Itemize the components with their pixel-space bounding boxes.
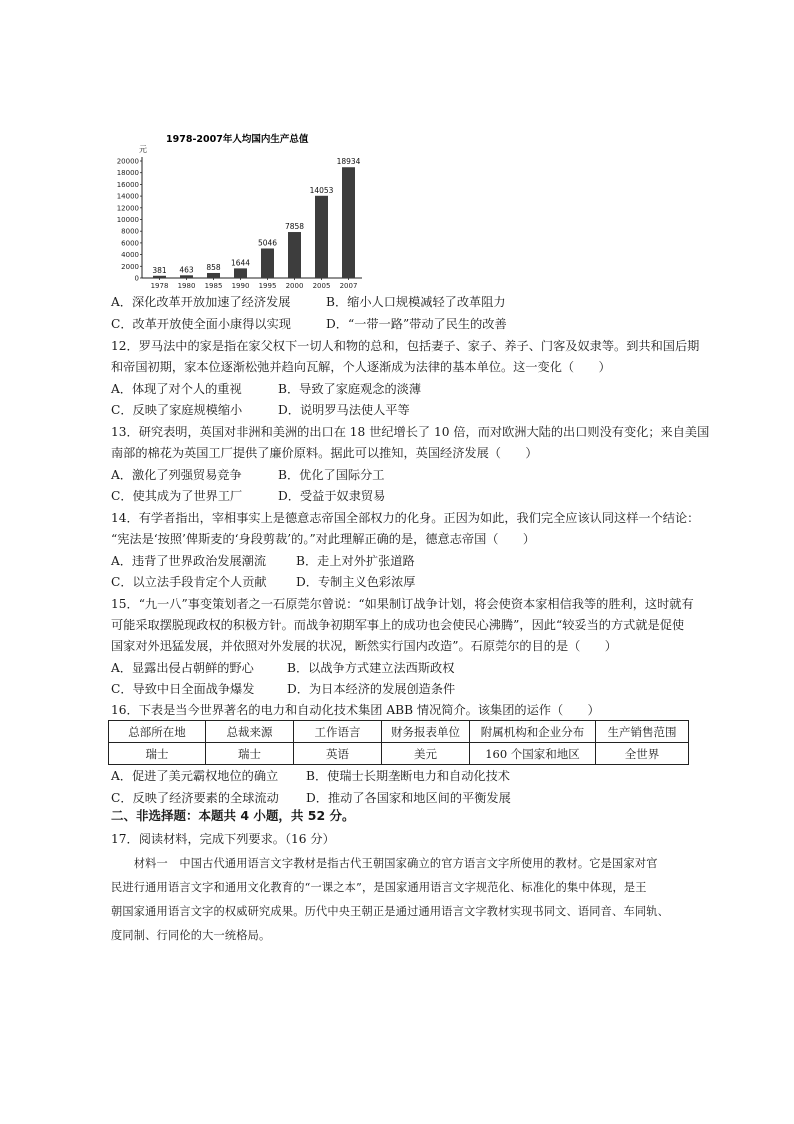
q16-option-d: D．推动了各国家和地区间的平衡发展 (306, 791, 511, 805)
q14-option-b: B．走上对外扩张道路 (296, 554, 415, 568)
table-cell: 美元 (382, 743, 470, 765)
table-header-cell: 附属机构和企业分布 (470, 721, 596, 743)
x-tick-label: 2005 (312, 282, 331, 290)
y-tick-label: 0 (134, 274, 139, 283)
bar-value-label: 7858 (284, 222, 305, 232)
bar-1990 (234, 268, 247, 278)
q16-option-a: A．促进了美元霸权地位的确立 (111, 769, 279, 783)
q13-option-d: D．受益于奴隶贸易 (278, 489, 386, 503)
y-tick-label: 12000 (116, 204, 139, 213)
bar-2005 (315, 196, 328, 278)
q12-option-c: C．反映了家庭规模缩小 (111, 403, 243, 417)
section-heading: 二、非选择题：本题共 4 小题，共 52 分。 (111, 808, 355, 823)
bar-2007 (342, 167, 355, 278)
q14-stem-line1: 14．有学者指出，宰相事实上是德意志帝国全部权力的化身。正因为如此，我们完全应该认同这样一个结论： (111, 511, 700, 525)
y-tick-label: 2000 (121, 262, 139, 271)
q15-stem-line1: 15．“九一八”事变策划者之一石原莞尔曾说：“如果制订战争计划，将会使资本家相信我等的胜利，这时就有 (111, 597, 694, 611)
bar-value-label: 5046 (257, 238, 278, 248)
x-tick-label: 1995 (258, 282, 277, 290)
table-header-cell: 工作语言 (294, 721, 382, 743)
q15-option-c: C．导致中日全面战争爆发 (111, 682, 255, 696)
gdp-bar-chart (112, 128, 378, 290)
x-tick-label: 1978 (150, 282, 169, 290)
q12-stem-line2: 和帝国初期，家本位逐渐松弛并趋向瓦解，个人逐渐成为法律的基本单位。这一变化（ ） (111, 360, 611, 374)
table-cell: 瑞士 (206, 743, 294, 765)
y-tick-label: 20000 (116, 157, 139, 166)
bar-1995 (261, 248, 274, 278)
bar-value-label: 1644 (230, 258, 251, 268)
table-cell: 瑞士 (109, 743, 206, 765)
y-tick-label: 8000 (121, 227, 139, 236)
chart-svg (112, 128, 378, 290)
q12-option-d: D．说明罗马法使人平等 (278, 403, 410, 417)
chart-title: 1978-2007年人均国内生产总值 (166, 134, 309, 145)
chart-bars (152, 157, 360, 278)
q15-option-a: A．显露出侵占朝鲜的野心 (111, 661, 254, 675)
q13-stem-line1: 13．研究表明，英国对非洲和美洲的出口在 18 世纪增长了 10 倍，而对欧洲大陆的出口则没有变化；来自美国 (111, 425, 710, 439)
q13-option-a: A．激化了列强贸易竞争 (111, 468, 242, 482)
y-tick-label: 10000 (116, 216, 139, 224)
x-tick-label: 2000 (285, 282, 304, 290)
q14-option-a: A．违背了世界政治发展潮流 (111, 554, 267, 568)
q15-stem-line3: 国家对外迅猛发展，并依照对外发展的状况，断然实行国内改造”。石原莞尔的目的是（ ） (111, 639, 617, 653)
bar-value-label: 14053 (309, 185, 334, 195)
bar-value-label: 858 (206, 262, 221, 272)
q11-option-a: A．深化改革开放加速了经济发展 (111, 295, 291, 309)
q17-material-line3: 朝国家通用语言文字的权威研究成果。历代中央王朝正是通过通用语言文字教材实现书同文、语同音、车同轨、 (111, 905, 669, 918)
bar-value-label: 463 (179, 265, 194, 275)
table-cell: 160 个国家和地区 (470, 743, 596, 765)
q15-option-d: D．为日本经济的发展创造条件 (287, 682, 456, 696)
q12-option-b: B．导致了家庭观念的淡薄 (278, 382, 422, 396)
y-tick-label: 6000 (121, 239, 139, 248)
q16-stem-line1: 16．下表是当今世界著名的电力和自动化技术集团 ABB 情况简介。该集团的运作（ ） (111, 703, 600, 717)
y-tick-label: 16000 (116, 180, 139, 189)
table-header-cell: 总部所在地 (109, 721, 206, 743)
bar-1978 (153, 276, 166, 278)
q13-stem-line2: 南部的棉花为英国工厂提供了廉价原料。据此可以推知，英国经济发展（ ） (111, 446, 538, 460)
q14-option-c: C．以立法手段肯定个人贡献 (111, 575, 267, 589)
q11-option-b: B．缩小人口规模减轻了改革阻力 (326, 295, 506, 309)
q13-option-b: B．优化了国际分工 (278, 468, 385, 482)
table-header-cell: 生产销售范围 (596, 721, 689, 743)
q12-stem-line1: 12．罗马法中的家是指在家父权下一切人和物的总和，包括妻子、家子、养子、门客及奴隶等。到共和国后期 (111, 339, 700, 353)
table-header-row (109, 721, 689, 743)
x-tick-label: 1985 (204, 282, 223, 290)
table-cell: 英语 (294, 743, 382, 765)
y-tick-label: 18000 (116, 169, 139, 178)
q15-stem-line2: 可能采取摆脱现政权的积极方针。而战争初期军事上的成功也会使民心沸腾”，因此“较妥当的方式就是促使 (111, 618, 685, 632)
abb-info-table (108, 720, 689, 765)
bar-value-label: 18934 (336, 157, 361, 167)
bar-2000 (288, 232, 301, 278)
q12-option-a: A．体现了对个人的重视 (111, 382, 242, 396)
chart-y-unit: 元 (139, 145, 147, 154)
q15-option-b: B．以战争方式建立法西斯政权 (287, 661, 455, 675)
x-tick-label: 1980 (177, 282, 196, 290)
table-row (109, 743, 689, 765)
x-tick-label: 2007 (339, 282, 358, 290)
q16-option-c: C．反映了经济要素的全球流动 (111, 791, 279, 805)
x-tick-label: 1990 (231, 282, 250, 290)
table-header-cell: 总裁来源 (206, 721, 294, 743)
q11-option-c: C．改革开放使全面小康得以实现 (111, 317, 291, 331)
y-tick-label: 14000 (116, 192, 139, 201)
bar-1980 (180, 275, 193, 278)
q17-material-line2: 民进行通用语言文字和通用文化教育的“一课之本”，是国家通用语言文字规范化、标准化的集中体现，是王 (111, 881, 647, 894)
y-tick-label: 4000 (121, 251, 139, 260)
q14-stem-line2: “宪法是‘按照’俾斯麦的‘身段剪裁’的。”对此理解正确的是，德意志帝国（ ） (111, 532, 536, 546)
q17-stem: 17．阅读材料，完成下列要求。（16 分） (111, 832, 335, 846)
table-cell: 全世界 (596, 743, 689, 765)
q17-material-line4: 度同制、行同伦的大一统格局。 (111, 929, 271, 942)
q16-option-b: B．使瑞士长期垄断电力和自动化技术 (306, 769, 510, 783)
bar-1985 (207, 273, 220, 278)
table-header-cell: 财务报表单位 (382, 721, 470, 743)
q11-option-d: D．“一带一路”带动了民生的改善 (326, 317, 507, 331)
q13-option-c: C．使其成为了世界工厂 (111, 489, 243, 503)
q17-material-line1: 材料一 中国古代通用语言文字教材是指古代王朝国家确立的官方语言文字所使用的教材。它是国家对官 (111, 857, 658, 870)
q14-option-d: D．专制主义色彩浓厚 (296, 575, 416, 589)
bar-value-label: 381 (152, 265, 167, 275)
